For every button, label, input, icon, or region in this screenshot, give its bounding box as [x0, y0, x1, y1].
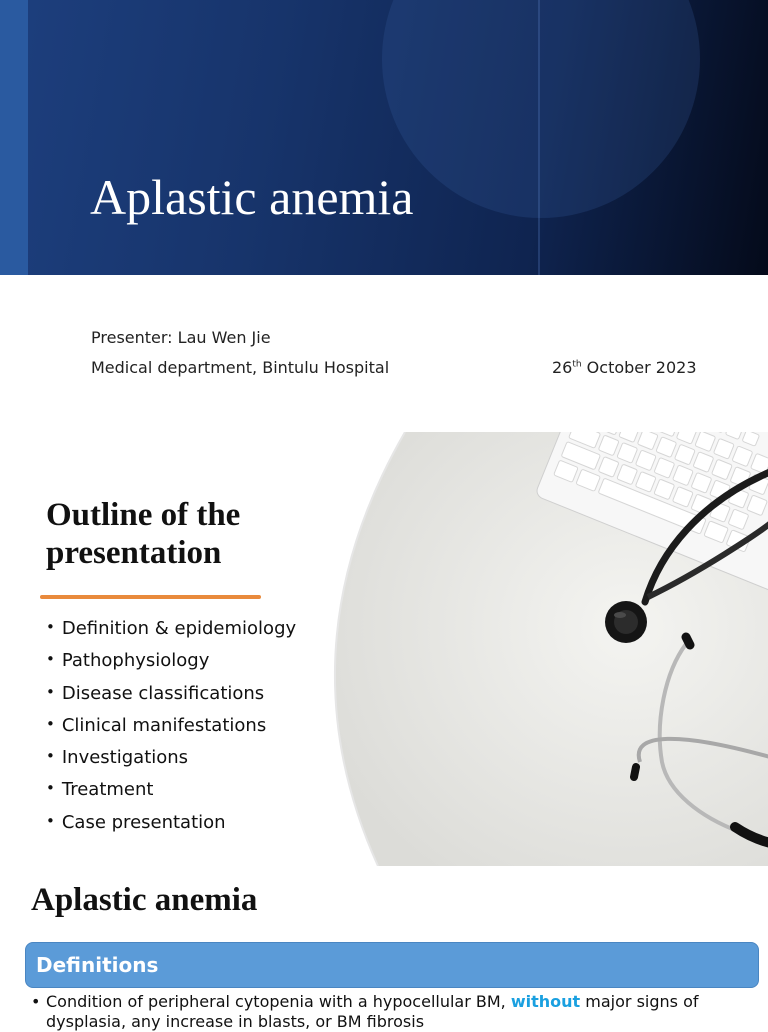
definition-slide-title: Aplastic anemia: [31, 882, 258, 918]
outline-title-line1: Outline of the: [46, 497, 241, 533]
date-day: 26: [552, 358, 573, 377]
outline-slide: [0, 432, 768, 866]
title-underline: [40, 595, 261, 599]
definition-emphasis: without: [510, 992, 581, 1011]
presentation-date: [552, 358, 697, 377]
definition-text-end: major signs of dysplasia, any increase in blasts, or BM fibrosis: [46, 992, 699, 1031]
banner-line-decoration: [538, 0, 540, 275]
presenter-name: Presenter: Lau Wen Jie: [91, 328, 271, 347]
list-item: • Pathophysiology: [46, 649, 296, 681]
definition-text-start: Condition of peripheral cytopenia with a hypocellular BM,: [46, 992, 511, 1011]
date-month-year: October 2023: [581, 358, 697, 377]
list-item: • Disease classifications: [46, 682, 296, 714]
list-item: • Treatment: [46, 778, 296, 810]
definition-text: [46, 992, 746, 1032]
slide-title: Aplastic anemia: [90, 169, 414, 225]
list-item: • Definition & epidemiology: [46, 617, 296, 649]
list-item: • Investigations: [46, 746, 296, 778]
department-name: Medical department, Bintulu Hospital: [91, 358, 390, 377]
title-slide-banner: [0, 0, 768, 275]
list-item: • Clinical manifestations: [46, 714, 296, 746]
section-header-bar: [25, 942, 759, 988]
outline-title: [46, 496, 240, 572]
banner-circle-decoration: [382, 0, 700, 218]
date-suffix: th: [572, 359, 582, 370]
banner-stripe: [0, 0, 28, 275]
outline-title-line2: presentation: [46, 535, 222, 571]
list-item: • Case presentation: [46, 811, 296, 843]
section-header-label: Definitions: [36, 953, 159, 977]
outline-list: [46, 617, 296, 843]
